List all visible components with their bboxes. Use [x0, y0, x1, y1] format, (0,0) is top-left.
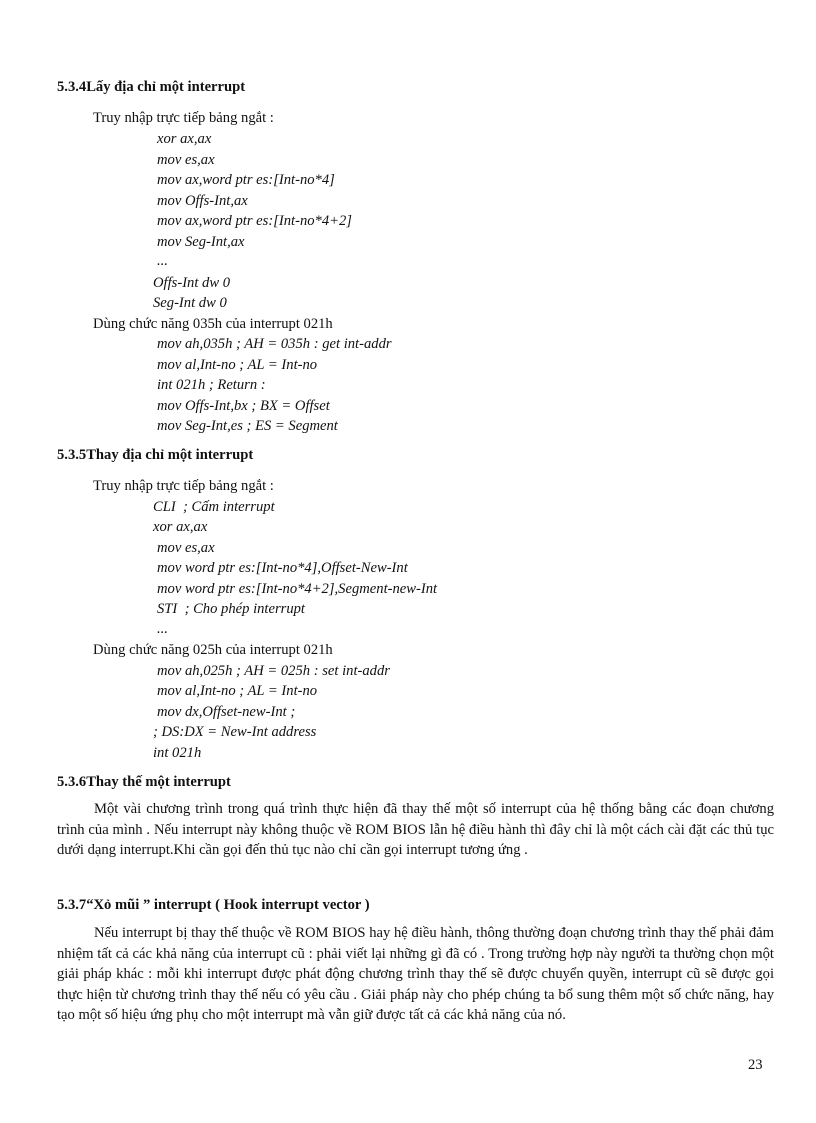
- code-line: xor ax,ax: [153, 519, 208, 535]
- section-heading-5-3-6: 5.3.6Thay thế một interrupt: [57, 774, 231, 790]
- code-line: Offs-Int dw 0: [153, 275, 231, 291]
- code-line: int 021h: [153, 745, 202, 761]
- code-line: ...: [157, 621, 168, 637]
- intro-direct-access: Truy nhập trực tiếp bảng ngắt :: [93, 478, 274, 494]
- code-line: mov ax,word ptr es:[Int-no*4]: [157, 172, 335, 188]
- code-line: xor ax,ax: [157, 131, 212, 147]
- code-line: mov dx,Offset-new-Int ;: [157, 704, 296, 720]
- paragraph-5-3-7: Nếu interrupt bị thay thế thuộc về ROM BIOS hay hệ điều hành, thông thường đoạn chương trình thay thế phải đảm nhiệm tất cả các khả năng của interrupt cũ : phải viết lại những gì đã có . Trong trường hợp này người ta thường chọn một giải pháp khác : mỗi khi interrupt được phát động chương trình thay thế sẽ được chuyển quyền, interrupt cũ sẽ được gọi thực hiện từ chương trình thay thế nếu có yêu cầu . Giải pháp này cho phép chúng ta bổ sung thêm một số chức năng, hay tạo một số hiệu ứng phụ cho một interrupt mà vẫn giữ được tất cả các khả năng của nó.: [57, 925, 774, 1023]
- code-line: mov word ptr es:[Int-no*4],Offset-New-Int: [157, 560, 408, 576]
- page-number: 23: [748, 1057, 763, 1073]
- code-line: STI ; Cho phép interrupt: [157, 601, 305, 617]
- intro-dos-function: Dùng chức năng 025h của interrupt 021h: [93, 642, 333, 658]
- code-line: mov Seg-Int,ax: [157, 234, 245, 250]
- section-heading-5-3-5: 5.3.5Thay địa chỉ một interrupt: [57, 447, 254, 463]
- code-line: mov ax,word ptr es:[Int-no*4+2]: [157, 213, 352, 229]
- section-heading-5-3-7: 5.3.7“Xỏ mũi ” interrupt ( Hook interrupt vector ): [57, 897, 370, 913]
- code-line: ...: [157, 253, 168, 269]
- code-line: ; DS:DX = New-Int address: [153, 724, 317, 740]
- code-line: mov Offs-Int,ax: [157, 193, 248, 209]
- intro-direct-access: Truy nhập trực tiếp bảng ngắt :: [93, 110, 274, 126]
- code-line: mov Offs-Int,bx ; BX = Offset: [157, 398, 330, 414]
- code-line: Seg-Int dw 0: [153, 295, 227, 311]
- code-line: CLI ; Cấm interrupt: [153, 499, 275, 515]
- code-line: mov Seg-Int,es ; ES = Segment: [157, 418, 338, 434]
- code-line: int 021h ; Return :: [157, 377, 266, 393]
- code-line: mov word ptr es:[Int-no*4+2],Segment-new-Int: [157, 581, 438, 597]
- code-line: mov ah,025h ; AH = 025h : set int-addr: [157, 663, 390, 679]
- paragraph-5-3-6: Một vài chương trình trong quá trình thực hiện đã thay thế một số interrupt của hệ thống bằng các đoạn chương trình của mình . Nếu interrupt này không thuộc về ROM BIOS lẫn hệ điều hành thì đây chỉ là một cách cài đặt các thủ tục dưới dạng interrupt.Khi cần gọi đến thủ tục nào chỉ cần gọi interrupt tương ứng .: [57, 801, 774, 858]
- section-heading-5-3-4: 5.3.4Lấy địa chỉ một interrupt: [57, 79, 246, 95]
- intro-dos-function: Dùng chức năng 035h của interrupt 021h: [93, 316, 333, 332]
- code-line: mov ah,035h ; AH = 035h : get int-addr: [157, 336, 392, 352]
- code-line: mov al,Int-no ; AL = Int-no: [157, 357, 318, 373]
- code-line: mov es,ax: [157, 152, 215, 168]
- code-line: mov es,ax: [157, 540, 215, 556]
- code-line: mov al,Int-no ; AL = Int-no: [157, 683, 318, 699]
